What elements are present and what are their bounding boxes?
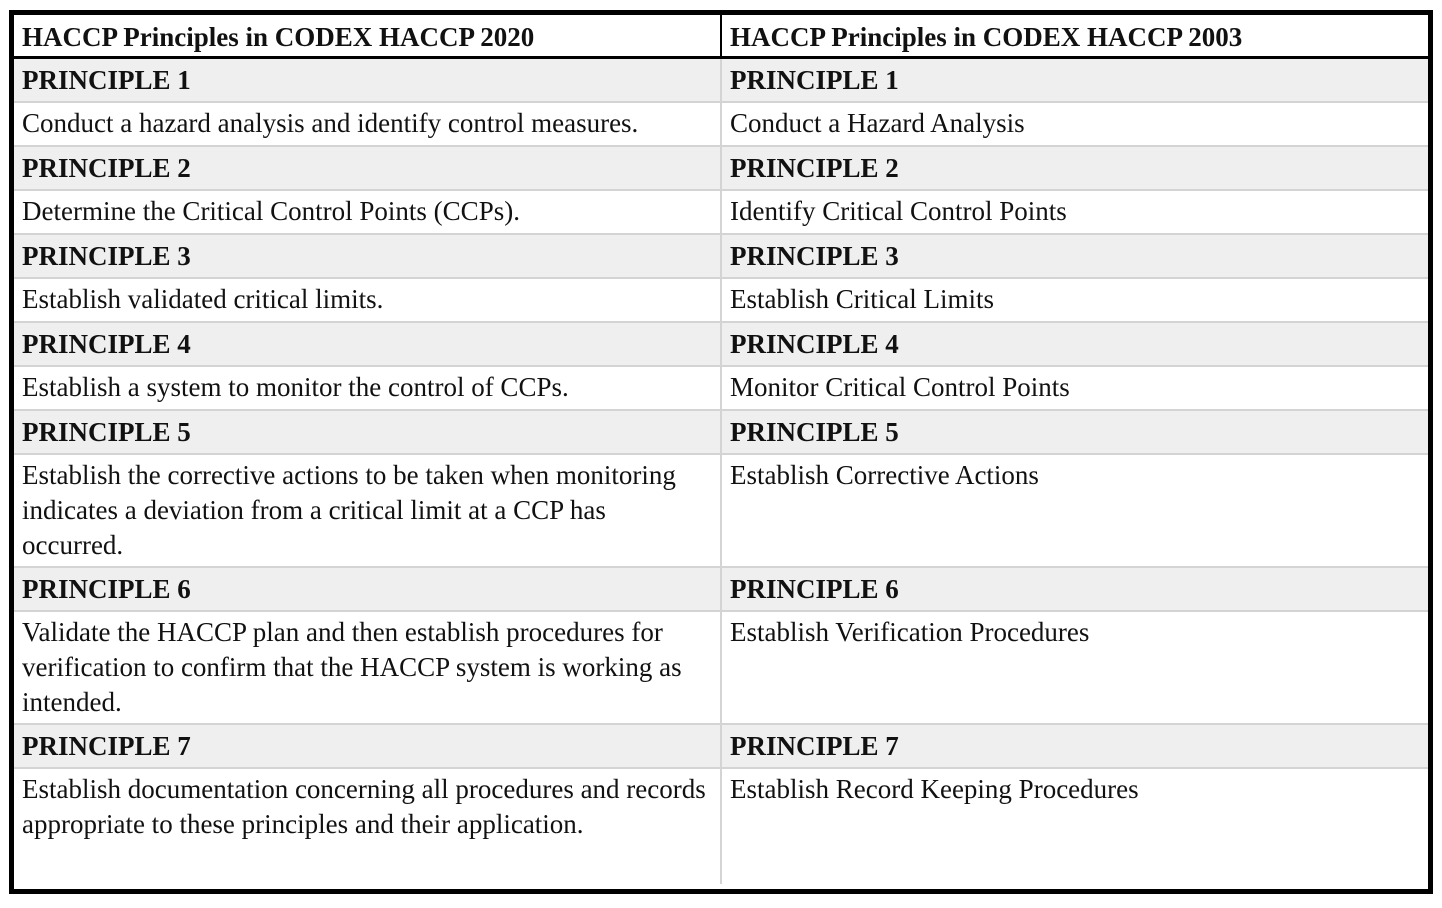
table-grid <box>14 15 1428 889</box>
principle-4-text-2020: Establish a system to monitor the control of CCPs. <box>14 367 722 411</box>
principle-5-label-2020: PRINCIPLE 5 <box>14 411 722 455</box>
principle-1-label-2003: PRINCIPLE 1 <box>722 59 1428 103</box>
principle-3-text-2003: Establish Critical Limits <box>722 279 1428 323</box>
principle-7-text-2003: Establish Record Keeping Procedures <box>722 769 1428 884</box>
principle-6-label-2003: PRINCIPLE 6 <box>722 568 1428 612</box>
principle-2-text-2020: Determine the Critical Control Points (CCPs). <box>14 191 722 235</box>
principle-5-label-2003: PRINCIPLE 5 <box>722 411 1428 455</box>
principle-4-label-2003: PRINCIPLE 4 <box>722 323 1428 367</box>
principle-2-text-2003: Identify Critical Control Points <box>722 191 1428 235</box>
principle-2-label-2020: PRINCIPLE 2 <box>14 147 722 191</box>
principle-7-label-2020: PRINCIPLE 7 <box>14 725 722 769</box>
principle-3-label-2020: PRINCIPLE 3 <box>14 235 722 279</box>
principle-6-text-2020: Validate the HACCP plan and then establish procedures for verification to confirm that the HACCP system is working as intended. <box>14 612 722 725</box>
principle-5-text-2003: Establish Corrective Actions <box>722 455 1428 568</box>
principle-3-text-2020: Establish validated critical limits. <box>14 279 722 323</box>
principle-7-label-2003: PRINCIPLE 7 <box>722 725 1428 769</box>
header-codex-2020: HACCP Principles in CODEX HACCP 2020 <box>14 15 722 59</box>
principle-4-label-2020: PRINCIPLE 4 <box>14 323 722 367</box>
principle-3-label-2003: PRINCIPLE 3 <box>722 235 1428 279</box>
principles-table <box>9 10 1433 894</box>
principle-5-text-2020: Establish the corrective actions to be taken when monitoring indicates a deviation from a critical limit at a CCP has occurred. <box>14 455 722 568</box>
principle-1-text-2003: Conduct a Hazard Analysis <box>722 103 1428 147</box>
principle-1-text-2020: Conduct a hazard analysis and identify control measures. <box>14 103 722 147</box>
principle-7-text-2020: Establish documentation concerning all procedures and records appropriate to these principles and their application. <box>14 769 722 884</box>
header-codex-2003: HACCP Principles in CODEX HACCP 2003 <box>722 15 1428 59</box>
principle-4-text-2003: Monitor Critical Control Points <box>722 367 1428 411</box>
principle-1-label-2020: PRINCIPLE 1 <box>14 59 722 103</box>
principle-6-text-2003: Establish Verification Procedures <box>722 612 1428 725</box>
principle-2-label-2003: PRINCIPLE 2 <box>722 147 1428 191</box>
principle-6-label-2020: PRINCIPLE 6 <box>14 568 722 612</box>
